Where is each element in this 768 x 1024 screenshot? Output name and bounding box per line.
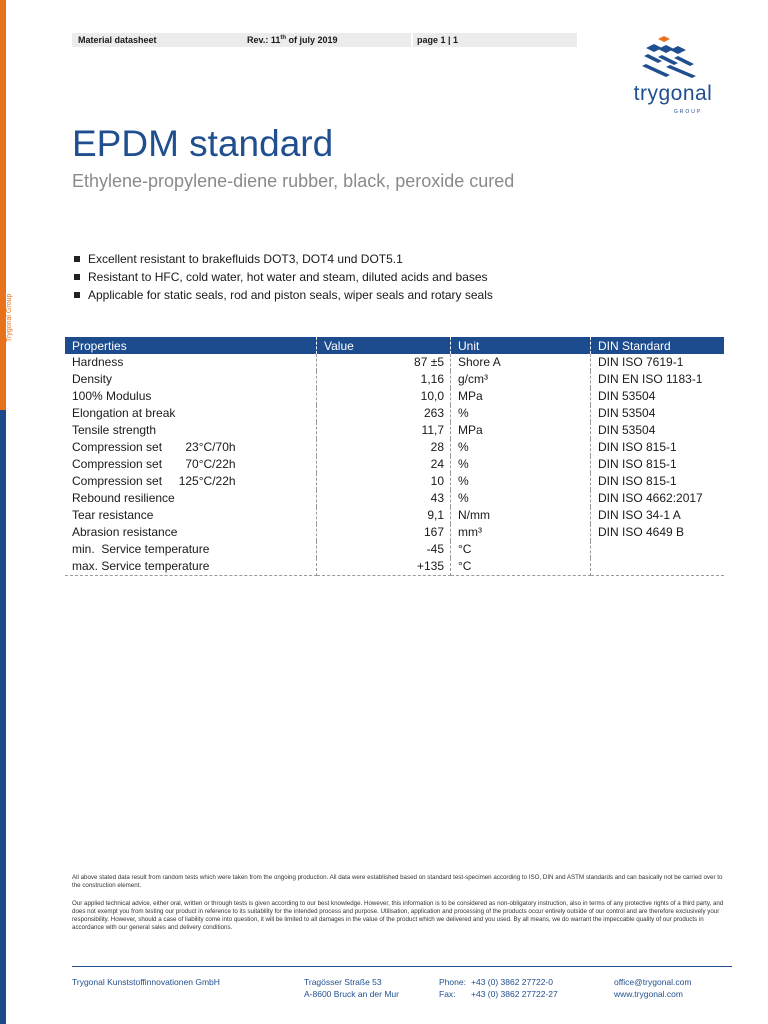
prop-unit: MPa	[451, 422, 591, 439]
prop-unit: g/cm³	[451, 371, 591, 388]
prop-name: max. Service temperature	[65, 558, 317, 576]
prop-name: Hardness	[65, 354, 317, 371]
phone-number: +43 (0) 3862 27722-0	[471, 977, 553, 987]
prop-name: Density	[65, 371, 317, 388]
prop-value: 28	[317, 439, 451, 456]
prop-name: Tear resistance	[65, 507, 317, 524]
prop-value: 10,0	[317, 388, 451, 405]
prop-unit: %	[451, 490, 591, 507]
prop-unit: MPa	[451, 388, 591, 405]
prop-name: 100% Modulus	[65, 388, 317, 405]
header-unit: Unit	[451, 337, 591, 354]
footer-company	[72, 976, 220, 988]
list-item: Excellent resistant to brakefluids DOT3, DOT4 und DOT5.1	[72, 250, 493, 268]
phone-line	[439, 976, 558, 988]
table-row	[65, 405, 724, 422]
prop-standard: DIN 53504	[598, 423, 656, 437]
prop-standard	[591, 541, 725, 558]
prop-value: 43	[317, 490, 451, 507]
disclaimer-advice: Our applied technical advice, either oral, written or through tests is given according to our best knowledge. However, this information is to be considered as non-obligatory instruction, also in terms of any protective rights of a third party, and does not exempt you from testing our product in reference to its suitability for the intended process and purpose. Utilisation, application and processing of the products occur entirely outside of our control and are therefore exclusively your responsibility. However, should a case of liability come into question, it will be limited to all damages in the value of the product which we delivered and you used. By all means, we do warrant the impeccable quality of our products in accordance with our general sales and delivery conditions.	[72, 900, 724, 931]
prop-standard: DIN ISO 815-1	[598, 474, 677, 488]
email-link[interactable]: office@trygonal.com	[614, 977, 692, 987]
table-row	[65, 490, 724, 507]
prop-standard: DIN 53504	[598, 389, 656, 403]
header-value: Value	[317, 337, 451, 354]
prop-unit: %	[451, 456, 591, 473]
phone-label: Phone:	[439, 977, 466, 987]
prop-standard: DIN 53504	[598, 406, 656, 420]
footer-address	[304, 976, 399, 1000]
table-row	[65, 456, 724, 473]
prop-value: 1,16	[317, 371, 451, 388]
disclaimer	[72, 874, 732, 942]
table-row	[65, 422, 724, 439]
prop-unit: Shore A	[451, 354, 591, 371]
table-row	[65, 439, 724, 456]
fax-line	[439, 988, 558, 1000]
table-header-row	[65, 337, 724, 354]
address-street: Tragösser Straße 53	[304, 977, 382, 987]
header-properties: Properties	[65, 337, 317, 354]
prop-name: Abrasion resistance	[65, 524, 317, 541]
table-row	[65, 371, 724, 388]
prop-name: Rebound resilience	[65, 490, 317, 507]
prop-value: 11,7	[317, 422, 451, 439]
list-item: Resistant to HFC, cold water, hot water and steam, diluted acids and bases	[72, 268, 493, 286]
prop-unit: %	[451, 439, 591, 456]
prop-name: Compression set 70°C/22h	[65, 456, 317, 473]
prop-standard: DIN ISO 34-1 A	[598, 508, 681, 522]
side-accent-orange	[0, 0, 6, 410]
footer-contact	[439, 976, 558, 1000]
prop-unit: N/mm	[451, 507, 591, 524]
header-din-standard: DIN Standard	[591, 337, 725, 354]
prop-standard	[591, 558, 725, 576]
prop-unit: %	[451, 405, 591, 422]
company-name: Trygonal Kunststoffinnovationen GmbH	[72, 977, 220, 987]
prop-value: 24	[317, 456, 451, 473]
prop-value: 9,1	[317, 507, 451, 524]
prop-standard: DIN ISO 4662:2017	[598, 491, 703, 505]
prop-unit: °C	[451, 541, 591, 558]
address-city: A-8600 Bruck an der Mur	[304, 989, 399, 999]
prop-standard: DIN EN ISO 1183-1	[598, 372, 703, 386]
prop-name: Compression set 125°C/22h	[65, 473, 317, 490]
prop-value: 10	[317, 473, 451, 490]
table-row	[65, 507, 724, 524]
prop-name: Tensile strength	[65, 422, 317, 439]
page-title: EPDM standard	[72, 123, 334, 164]
prop-unit: °C	[451, 558, 591, 576]
prop-standard: DIN ISO 4649 B	[598, 525, 685, 539]
feature-list	[72, 250, 493, 304]
prop-standard: DIN ISO 7619-1	[598, 355, 684, 369]
trygonal-logo	[612, 34, 734, 118]
header-revision	[243, 33, 411, 47]
prop-value: +135	[317, 558, 451, 576]
header-doc-type: Material datasheet	[72, 33, 244, 47]
table-row	[65, 541, 724, 558]
prop-unit: mm³	[451, 524, 591, 541]
properties-table	[65, 337, 724, 576]
rev-suffix: of july 2019	[286, 35, 338, 45]
prop-name: Elongation at break	[65, 405, 317, 422]
side-accent-blue	[0, 410, 6, 1024]
footer-rule	[72, 966, 732, 967]
table-row	[65, 388, 724, 405]
rev-prefix: Rev.: 11	[247, 35, 281, 45]
prop-value: 263	[317, 405, 451, 422]
table-row	[65, 473, 724, 490]
website-link[interactable]: www.trygonal.com	[614, 989, 683, 999]
page-subtitle: Ethylene-propylene-diene rubber, black, peroxide cured	[72, 171, 515, 191]
prop-standard: DIN ISO 815-1	[598, 440, 677, 454]
prop-standard: DIN ISO 815-1	[598, 457, 677, 471]
prop-name: min. Service temperature	[65, 541, 317, 558]
side-group-label: Trygonal Group	[6, 293, 13, 342]
logo-wordmark: trygonal	[633, 82, 713, 105]
rev-superscript: th	[280, 35, 287, 41]
fax-number: +43 (0) 3862 27722-27	[471, 989, 558, 999]
prop-unit: %	[451, 473, 591, 490]
footer-web	[614, 976, 691, 1000]
table-row	[65, 354, 724, 371]
disclaimer-data: All above stated data result from random tests which were taken from the ongoing production. All data were established based on standard test-specimen according to ISO, DIN and ASTM standards and can basically not be carried over to the construction element.	[72, 874, 723, 889]
list-item: Applicable for static seals, rod and piston seals, wiper seals and rotary seals	[72, 286, 493, 304]
prop-value: -45	[317, 541, 451, 558]
logo-mark-icon	[612, 34, 734, 82]
prop-value: 87 ±5	[317, 354, 451, 371]
table-row	[65, 558, 724, 576]
fax-label: Fax:	[439, 989, 456, 999]
header-page: page 1 | 1	[413, 33, 577, 47]
table-row	[65, 524, 724, 541]
prop-value: 167	[317, 524, 451, 541]
prop-name: Compression set 23°C/70h	[65, 439, 317, 456]
logo-group: GROUP	[673, 109, 703, 115]
